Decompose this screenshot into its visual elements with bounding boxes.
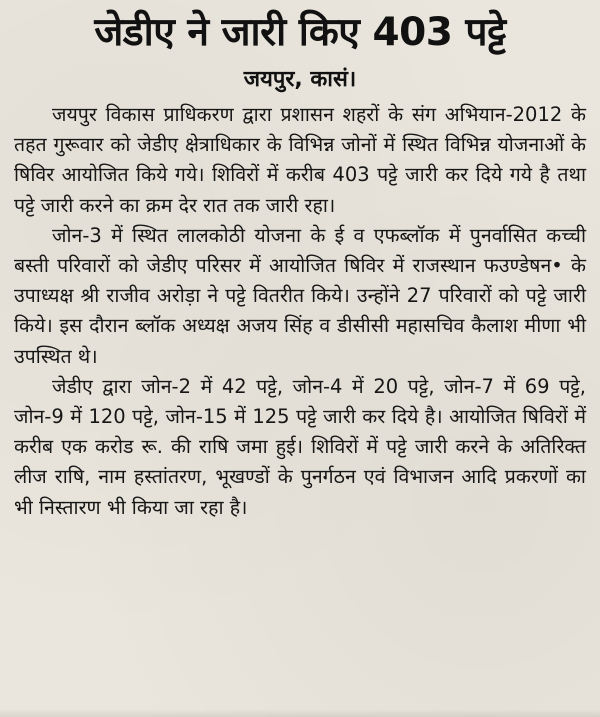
paragraph-2: जोन-3 में स्थित लालकोठी योजना के ई व एफब्लॉक में पुनर्वासित कच्ची बस्ती परिवारों को जेडीए परिसर में आयोजित षिविर में राजस्थान फउण्डेषन• के उपाध्यक्ष श्री राजीव अरोड़ा ने पट्टे वितरीत किये। उन्होंने 27 परिवारों को पट्टे जारी किये। इस दौरान ब्लॉक अध्यक्ष अजय सिंह व डीसीसी महासचिव कैलाश मीणा भी उपस्थित थे। [14,223,586,368]
dateline: जयपुर, कासं। [243,67,357,92]
paragraph-1: जयपुर विकास प्राधिकरण द्वारा प्रशासन शहरों के संग अभियान-2012 के तहत गुरूवार को जेडीए क्षेत्राधिकार के विभिन्न जोनों में स्थित विभिन्न योजनाओं के षिविर आयोजित किये गये। शिविरों में करीब 403 पट्टे जारी कर दिये गये है तथा पट्टे जारी करने का क्रम देर रात तक जारी रहा। [14,103,586,217]
headline: जेडीए ने जारी किए 403 पट्टे [94,10,506,55]
paragraph-3: जेडीए द्वारा जोन-2 में 42 पट्टे, जोन-4 में 20 पट्टे, जोन-7 में 69 पट्टे, जोन-9 में 120 पट्टे, जोन-15 में 125 पट्टे जारी कर दिये है। आयोजित षिविरों में करीब एक करोड रू. की राषि जमा हुई। शिविरों में पट्टे जारी करने के अतिरिक्त लीज राषि, नाम हस्तांतरण, भूखण्डों के पुनर्गठन एवं विभाजन आदि प्रकरणों का भी निस्तारण भी किया जा रहा है। [14,374,586,519]
page-edge-shadow [0,709,600,717]
article-body [14,100,586,523]
